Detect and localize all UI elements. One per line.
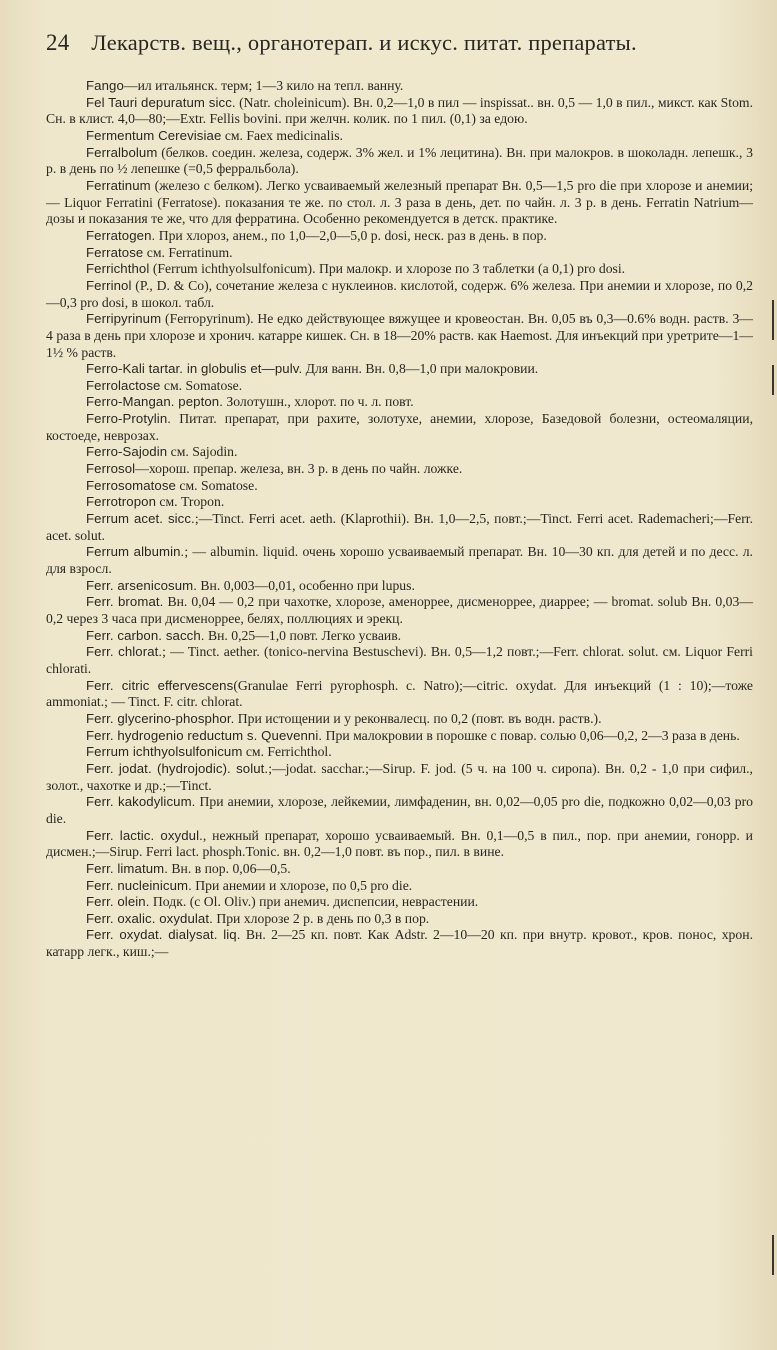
entry bbox=[46, 394, 753, 411]
entry-text: При анемии и хлорозе, по 0,5 pro die. bbox=[191, 877, 413, 893]
entry-term: Ferro-Mangan. pepton. bbox=[86, 394, 223, 410]
entry-text: Для ванн. Вн. 0,8—1,0 при малокровии. bbox=[302, 361, 539, 377]
entry-term: Ferr. bromat. bbox=[86, 594, 164, 610]
entry bbox=[46, 78, 753, 95]
entry-term: Ferro-Sajodin bbox=[86, 444, 168, 460]
entry bbox=[46, 178, 753, 228]
entry-text: (белков. соедин. железа, содерж. 3% жел. и 1% лецитина). Вн. при малокров. в шоколадн. лепешк., 3 р. в день по ½ лепешке (=0,5 ферральбола). bbox=[46, 144, 753, 177]
entry-text: При анемии, хлорозе, лейкемии, лимфаденин, вн. 0,02—0,05 pro die, подкожно 0,02—0,03 pro die. bbox=[46, 794, 753, 826]
entry bbox=[46, 794, 753, 827]
entry-text: —ил итальянск. терм; 1—3 кило на тепл. ванну. bbox=[123, 78, 404, 93]
running-title: Лекарств. вещ., органотерап. и искус. питат. препараты. bbox=[91, 30, 637, 55]
entry-text: (Natr. choleinicum). Вн. 0,2—1,0 в пил — inspissat.. вн. 0,5 — 1,0 в пил., микст. как Stom. Сн. в клист. 4,0—80;—Extr. Fellis bovini. при желчн. колик. по 1 пил. (0,1) за едою. bbox=[46, 94, 753, 127]
entry-term: Ferr. lactic. oxydul. bbox=[86, 827, 203, 843]
entry-text: Подк. (с Ol. Oliv.) при анемич. диспепсии, неврастении. bbox=[149, 894, 479, 910]
entry bbox=[46, 95, 753, 128]
entry bbox=[46, 278, 753, 311]
entry-text: см. Faex medicinalis. bbox=[221, 127, 343, 143]
page-number: 24 bbox=[46, 30, 70, 55]
entry-text: Питат. препарат, при рахите, золотухе, анемии, хлорозе, Базедовой болезни, остеомаляции, костоеде, неврозах. bbox=[46, 411, 753, 443]
entry-term: Ferr. kakodylicum. bbox=[86, 794, 196, 810]
entry bbox=[46, 228, 753, 245]
entry-text: , нежный препарат, хорошо усваиваемый. Вн. 0,1—0,5 в пил., пор. при анемии, гонорр. и дисмен.;—Sirup. Ferri lact. phosph.Tonic. вн. 0,2—1,0 повт. въ пор., пил. в вине. bbox=[46, 827, 754, 860]
entry-list bbox=[46, 78, 753, 961]
entry-term: Ferr. oxydat. dialysat. liq. bbox=[86, 927, 241, 943]
entry-text: см. Ferratinum. bbox=[143, 244, 233, 260]
entry bbox=[46, 628, 753, 645]
entry-text: При истощении и у реконвалесц. по 0,2 (повт. въ водн. раств.). bbox=[234, 710, 602, 726]
entry-text: (Ferrum ichthyolsulfonicum). При малокр. и хлорозе по 3 таблетки (а 0,1) pro dosi. bbox=[149, 261, 626, 277]
entry bbox=[46, 245, 753, 262]
entry bbox=[46, 145, 753, 178]
entry bbox=[46, 927, 753, 960]
scan-edge-mark bbox=[772, 1235, 774, 1275]
entry bbox=[46, 711, 753, 728]
entry-term: Ferr. citric effervescens bbox=[86, 677, 234, 693]
entry-term: Ferripyrinum bbox=[86, 311, 162, 327]
entry bbox=[46, 478, 753, 495]
entry-text: Вн. 0,25—1,0 повт. Легко усваив. bbox=[204, 627, 402, 643]
entry-text: см. Ferrichthol. bbox=[242, 744, 332, 760]
entry-term: Ferr. nucleinicum. bbox=[86, 877, 192, 893]
entry-text: Вн. 0,04 — 0,2 при чахотке, хлорозе, аменоррее, дисменоррее, диаррее; — bromat. solub Вн. 0,03—0,2 через 3 часа при дисменоррее, белях, поллюциях и эрекц. bbox=[46, 594, 754, 626]
entry-term: Ferrum ichthyolsulfonicum bbox=[86, 744, 243, 760]
entry bbox=[46, 261, 753, 278]
entry-term: Ferratose bbox=[86, 244, 144, 260]
entry-term: Ferrosol bbox=[86, 461, 136, 477]
entry-term: Ferro-Protylin. bbox=[86, 411, 172, 427]
entry bbox=[46, 678, 753, 711]
scan-edge-mark bbox=[772, 365, 774, 395]
entry-text: Золотушн., хлорот. по ч. л. повт. bbox=[222, 394, 414, 410]
entry-term: Ferratinum bbox=[86, 177, 151, 193]
entry bbox=[46, 544, 753, 577]
entry-term: Ferr. jodat. (hydrojodic). solut. bbox=[86, 760, 269, 776]
entry-term: Ferralbolum bbox=[86, 144, 158, 160]
entry-text: (P., D. & Co), сочетание железа с нуклеинов. кислотой, содерж. 6% железа. При анемии и хлорозе, по 0,2—0,3 pro dosi, в шокол. табл. bbox=[46, 277, 753, 310]
entry bbox=[46, 761, 753, 794]
entry-text: см. Tropon. bbox=[156, 494, 225, 510]
entry-text: —хорош. препар. железа, вн. 3 р. в день по чайн. ложке. bbox=[135, 461, 463, 477]
entry bbox=[46, 311, 753, 361]
entry-text: При малокровии в порошке с повар. солью 0,06—0,2, 2—3 раза в день. bbox=[322, 727, 740, 743]
entry bbox=[46, 744, 753, 761]
entry-term: Ferro-Kali tartar. in globulis et—pulv. bbox=[86, 361, 303, 377]
entry-text: см. Somatose. bbox=[160, 377, 243, 393]
entry-term: Ferrichthol bbox=[86, 261, 150, 277]
entry-text: Вн. 0,003—0,01, особенно при lupus. bbox=[197, 577, 415, 593]
entry-term: Ferrolactose bbox=[86, 377, 161, 393]
entry bbox=[46, 511, 753, 544]
entry bbox=[46, 594, 753, 627]
scan-edge-mark bbox=[772, 300, 774, 340]
entry bbox=[46, 494, 753, 511]
entry bbox=[46, 361, 753, 378]
entry bbox=[46, 578, 753, 595]
entry-term: Ferrinol bbox=[86, 277, 132, 293]
page-header bbox=[46, 30, 753, 56]
entry-text: см. Somatose. bbox=[175, 477, 258, 493]
entry-term: Fango bbox=[86, 78, 124, 93]
entry-text: (железо с белком). Легко усваиваемый железный препарат Вн. 0,5—1,5 pro die при хлорозе и анемии; — Liquor Ferratini (Ferratose). показания те же. по стол. л. 3 раза в день, дет. по чайн. л. 3 р. в день. Ferratin Natrium—дозы и показания те же, что для ферратина. Особенно рекомендуется в детск. практике. bbox=[46, 177, 753, 227]
entry bbox=[46, 378, 753, 395]
entry-term: Fel Tauri depuratum sicc. bbox=[86, 94, 236, 110]
entry-text: (Granulae Ferri pyrophosph. c. Natro);—citric. oxydat. Для инъекций (1 : 10);—тоже ammoniat.; — Tinct. F. citr. chlorat. bbox=[46, 677, 753, 710]
entry-term: Ferrotropon bbox=[86, 494, 156, 510]
entry-term: Ferrosomatose bbox=[86, 477, 176, 493]
entry-text: ; — albumin. liquid. очень хорошо усваиваемый препарат. Вн. 10—30 кп. для детей и по десс. л. для взросл. bbox=[46, 544, 753, 577]
entry bbox=[46, 878, 753, 895]
entry-text: (Ferropyrinum). Не едко действующее вяжущее и кровеостан. Вн. 0,05 въ 0,3—0.6% водн. раств. 3—4 раза в день при хлорозе и хронич. катарре кишек. Сн. в 18—20% раств. как Haemost. Для инъекций при уретрите—1—1½ % раств. bbox=[46, 311, 753, 360]
entry bbox=[46, 411, 753, 444]
entry-term: Ferratogen. bbox=[86, 227, 156, 243]
entry-text: Вн. 2—25 кп. повт. Как Adstr. 2—10—20 кп. при внутр. кровот., кров. понос, хрон. катарр легк., киш.;— bbox=[46, 927, 753, 960]
entry-text: ; — Tinct. aether. (tonico-nervina Bestuschevi). Вн. 0,5—1,2 повт.;—Ferr. chlorat. solut. см. Liquor Ferri chlorati. bbox=[46, 644, 753, 676]
entry-term: Ferr. arsenicosum. bbox=[86, 577, 197, 593]
entry-text: ;—jodat. sacchar.;—Sirup. F. jod. (5 ч. на 100 ч. сиропа). Вн. 0,2 - 1,0 при сифил., золот., чахотке и др.;—Tinct. bbox=[46, 760, 753, 793]
entry bbox=[46, 644, 753, 677]
entry bbox=[46, 444, 753, 461]
entry-term: Ferrum albumin. bbox=[86, 544, 185, 560]
entry bbox=[46, 911, 753, 928]
entry bbox=[46, 128, 753, 145]
entry-term: Ferr. hydrogenio reductum s. Quevenni. bbox=[86, 727, 323, 743]
entry-term: Ferr. carbon. sacch. bbox=[86, 627, 205, 643]
entry bbox=[46, 728, 753, 745]
entry-term: Ferr. olein. bbox=[86, 894, 150, 910]
entry-text: При хлороз, анем., по 1,0—2,0—5,0 р. dosi, неск. раз в день. в пор. bbox=[155, 227, 547, 243]
entry-term: Ferr. oxalic. oxydulat. bbox=[86, 910, 213, 926]
entry bbox=[46, 861, 753, 878]
entry-text: ;—Tinct. Ferri acet. aeth. (Klaprothii). Вн. 1,0—2,5, повт.;—Tinct. Ferri acet. Rademacheri;—Ferr. acet. solut. bbox=[46, 511, 753, 543]
entry-term: Ferr. limatum. bbox=[86, 860, 168, 876]
entry-term: Fermentum Cerevisiae bbox=[86, 127, 222, 143]
entry-term: Ferr. glycerino-phosphor. bbox=[86, 710, 235, 726]
entry-term: Ferrum acet. sicc. bbox=[86, 511, 195, 527]
entry bbox=[46, 461, 753, 478]
entry-text: При хлорозе 2 р. в день по 0,3 в пор. bbox=[212, 910, 430, 926]
entry bbox=[46, 894, 753, 911]
entry-text: см. Sajodin. bbox=[167, 444, 238, 460]
entry bbox=[46, 828, 753, 861]
entry-text: Вн. в пор. 0,06—0,5. bbox=[168, 860, 291, 876]
entry-term: Ferr. chlorat. bbox=[86, 644, 163, 660]
